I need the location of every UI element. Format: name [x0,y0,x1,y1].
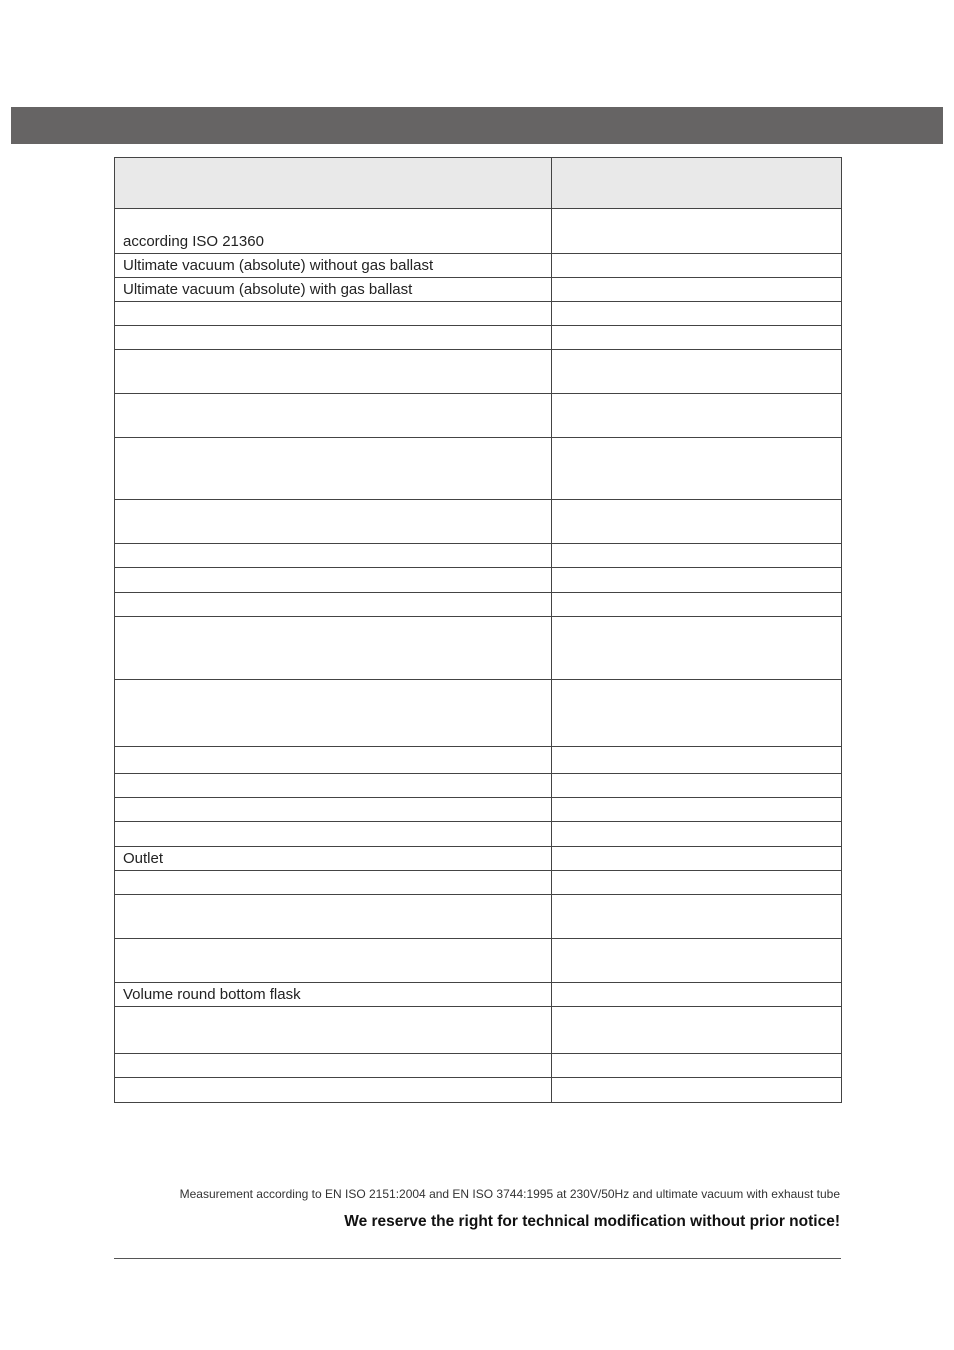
table-row [115,847,842,871]
row-label [115,895,552,939]
row-value [552,500,842,544]
row-value [552,302,842,326]
table-row [115,350,842,394]
row-value [552,871,842,895]
measurement-note: Measurement according to EN ISO 2151:2004 and EN ISO 3744:1995 at 230V/50Hz and ultimate vacuum with exhaust tube [179,1187,840,1201]
table-row [115,254,842,278]
row-value [552,895,842,939]
row-value [552,394,842,438]
row-label [115,798,552,822]
table-row [115,939,842,983]
row-label [115,680,552,747]
row-value [552,939,842,983]
row-value [552,254,842,278]
table-row [115,1078,842,1103]
row-value [552,568,842,593]
row-label [115,544,552,568]
header-cell-value [552,158,842,209]
row-label [115,350,552,394]
table-row [115,871,842,895]
table-row [115,500,842,544]
row-label: Volume round bottom flask [115,983,552,1007]
row-value [552,438,842,500]
table-row [115,1007,842,1054]
header-cell-parameter [115,158,552,209]
table-row [115,822,842,847]
row-value [552,326,842,350]
row-value [552,1054,842,1078]
table-row [115,544,842,568]
table-row [115,568,842,593]
table-row [115,895,842,939]
header-bar [11,107,943,144]
row-label [115,774,552,798]
footer-divider [114,1258,841,1259]
row-label: Ultimate vacuum (absolute) with gas ballast [115,278,552,302]
row-value [552,1007,842,1054]
table-row [115,209,842,254]
row-value [552,680,842,747]
table-row [115,798,842,822]
row-label [115,326,552,350]
row-value [552,209,842,254]
row-label [115,617,552,680]
row-value [552,798,842,822]
row-label: Ultimate vacuum (absolute) without gas ballast [115,254,552,278]
table-row [115,1054,842,1078]
row-label [115,438,552,500]
spec-table [114,157,842,1103]
table-row [115,394,842,438]
table-row [115,680,842,747]
row-label: according ISO 21360 [115,209,552,254]
row-value [552,278,842,302]
table-row [115,302,842,326]
row-label [115,1078,552,1103]
row-label [115,500,552,544]
table-row [115,983,842,1007]
row-value [552,593,842,617]
table-row [115,774,842,798]
row-label [115,939,552,983]
row-value [552,350,842,394]
row-label [115,822,552,847]
row-label [115,1054,552,1078]
row-label [115,871,552,895]
table-row [115,747,842,774]
row-value [552,774,842,798]
row-label [115,1007,552,1054]
row-label [115,593,552,617]
row-label [115,302,552,326]
row-value [552,1078,842,1103]
table-row [115,326,842,350]
row-label [115,747,552,774]
row-value [552,847,842,871]
row-value [552,617,842,680]
row-label [115,394,552,438]
row-label: Outlet [115,847,552,871]
table-row [115,617,842,680]
row-value [552,747,842,774]
table-row [115,278,842,302]
table-header-row [115,158,842,209]
row-value [552,822,842,847]
row-label [115,568,552,593]
table-row [115,593,842,617]
table-row [115,438,842,500]
modification-notice: We reserve the right for technical modification without prior notice! [344,1213,840,1230]
row-value [552,983,842,1007]
row-value [552,544,842,568]
